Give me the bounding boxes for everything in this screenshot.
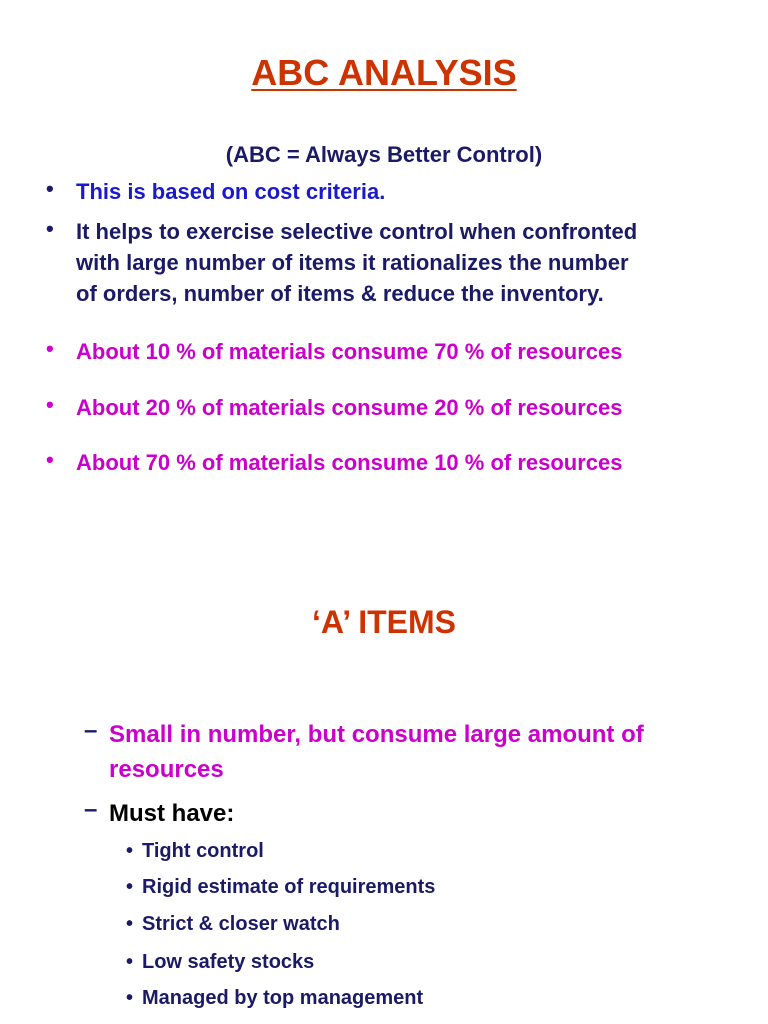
sub-bullet-text: Tight control: [142, 840, 264, 862]
dash-mark: –: [84, 796, 98, 823]
sub-bullet-text: Low safety stocks: [142, 951, 315, 973]
bullet-dot: •: [46, 447, 54, 472]
bullet-line: of orders, number of items & reduce the inventory.: [76, 281, 604, 306]
subtitle: (ABC = Always Better Control): [225, 142, 543, 167]
sub-bullet-text: Strict & closer watch: [142, 913, 340, 935]
sub-bullet-dot: •: [126, 987, 134, 1009]
dash-text: Must have:: [109, 800, 235, 827]
dash-line: Small in number, but consume large amount of: [109, 721, 644, 748]
sub-bullet-dot: •: [126, 913, 134, 935]
bullet-text: About 20 % of materials consume 20 % of resources: [76, 395, 623, 420]
sub-bullet-text: Rigid estimate of requirements: [142, 876, 436, 898]
dash-mark: –: [84, 717, 98, 744]
bullet-dot: •: [46, 336, 54, 361]
sub-bullet-dot: •: [126, 840, 134, 862]
page-title: ABC ANALYSIS: [251, 52, 517, 93]
bullet-line: with large number of items it rationalizes the number: [76, 250, 629, 275]
sub-bullet-text: Managed by top management: [142, 987, 424, 1009]
section-title: ‘A’ ITEMS: [311, 604, 457, 640]
bullet-dot: •: [46, 176, 54, 201]
bullet-text: [76, 216, 637, 309]
bullet-text: About 10 % of materials consume 70 % of resources: [76, 339, 623, 364]
bullet-line: It helps to exercise selective control when confronted: [76, 219, 638, 244]
bullet-text: This is based on cost criteria.: [76, 179, 386, 204]
dash-line: resources: [109, 756, 224, 783]
dash-text: [109, 717, 644, 787]
bullet-text: About 70 % of materials consume 10 % of resources: [76, 450, 623, 475]
bullet-dot: •: [46, 216, 54, 241]
sub-bullet-dot: •: [126, 876, 134, 898]
sub-bullet-dot: •: [126, 951, 134, 973]
bullet-dot: •: [46, 392, 54, 417]
